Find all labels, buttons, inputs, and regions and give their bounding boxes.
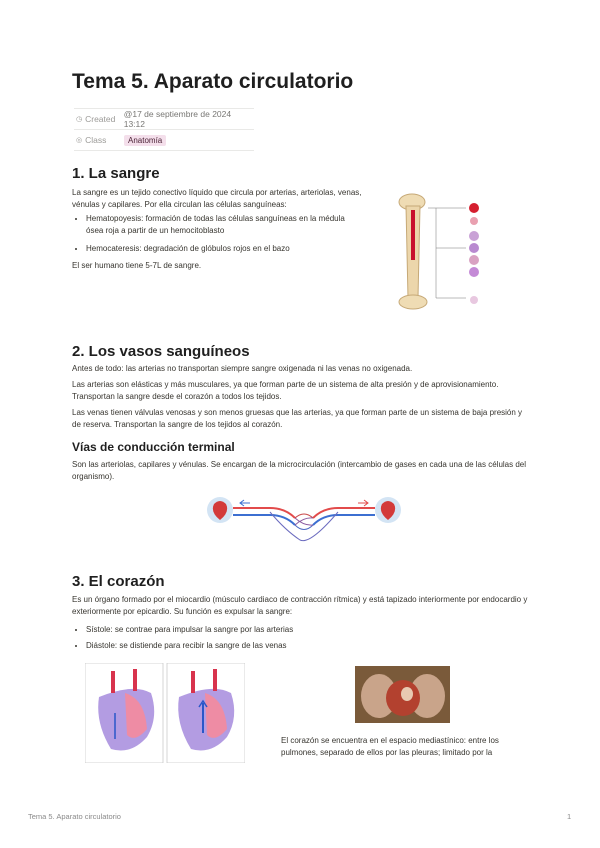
- footer-title: Tema 5. Aparato circulatorio: [28, 812, 121, 821]
- paragraph: Es un órgano formado por el miocardio (músculo cardiaco de contracción rítmica) y está tapizado interiormente por endocardio y exteriormente por epicardio. Su función es expulsar la sangre:: [72, 595, 528, 616]
- red-blood-cell-image: [469, 203, 479, 213]
- property-value[interactable]: @17 de septiembre de 2024 13:12: [123, 109, 232, 129]
- paragraph: Las arterias son elásticas y más musculares, ya que forman parte de un sistema de alta presión y de aprovisionamiento. Transportan la sangre desde el corazón a todos los tejidos.: [72, 380, 499, 401]
- list-item: • Diástole: se distiende para recibir la sangre de las venas: [86, 640, 526, 652]
- clock-icon: ◷: [76, 116, 83, 123]
- bullet-list: [72, 624, 526, 658]
- heading-el-corazon: 3. El corazón: [72, 573, 165, 590]
- paragraph: Antes de todo: las arterias no transportan siempre sangre oxigenada ni las venas no oxigenada.: [72, 364, 413, 373]
- heading-vasos-sanguineos: 2. Los vasos sanguíneos: [72, 343, 250, 360]
- property-created: [74, 109, 254, 130]
- heading-la-sangre: 1. La sangre: [72, 165, 160, 182]
- page-title: Tema 5. Aparato circulatorio: [72, 70, 354, 93]
- heading-vias-conduccion: Vías de conducción terminal: [72, 440, 235, 454]
- microcirculation-figure: [200, 490, 410, 552]
- paragraph: Son las arteriolas, capilares y vénulas. Se encargan de la microcirculación (intercambio de gases en cada una de las células del organismo).: [72, 460, 527, 481]
- heart-location-text: El corazón se encuentra en el espacio mediastínico: entre los pulmones, separado de ellos por las pleuras; limitado por la: [281, 736, 499, 757]
- page-number: 1: [567, 812, 572, 821]
- list-item: • Hemocateresis: degradación de glóbulos rojos en el bazo: [86, 243, 362, 255]
- heart-photo: [355, 666, 450, 723]
- hematopoiesis-figure: [378, 188, 508, 318]
- heart-cycle-figure: [85, 663, 245, 763]
- bullet-list: [72, 213, 362, 261]
- paragraph: La sangre es un tejido conectivo líquido que circula por arterias, arteriolas, venas, vénulas y capilares. Por ella circulan las células sanguíneas:: [72, 188, 362, 209]
- property-label: Created: [85, 114, 116, 124]
- paragraph: Las venas tienen válvulas venosas y son menos gruesas que las arterias, ya que forman parte de un sistema de baja presión y de reserva. Transportan la sangre de los tejidos al corazón.: [72, 408, 523, 429]
- property-label: Class: [85, 135, 107, 145]
- select-icon: ◎: [76, 137, 83, 144]
- properties-table: [74, 108, 254, 151]
- paragraph: El ser humano tiene 5-7L de sangre.: [72, 261, 202, 270]
- property-class: [74, 130, 254, 151]
- list-item: • Sístole: se contrae para impulsar la sangre por las arterias: [86, 624, 526, 636]
- list-item: • Hematopoyesis: formación de todas las células sanguíneas en la médula ósea roja a partir de un hemocitoblasto: [86, 213, 362, 237]
- class-tag[interactable]: Anatomía: [124, 135, 166, 146]
